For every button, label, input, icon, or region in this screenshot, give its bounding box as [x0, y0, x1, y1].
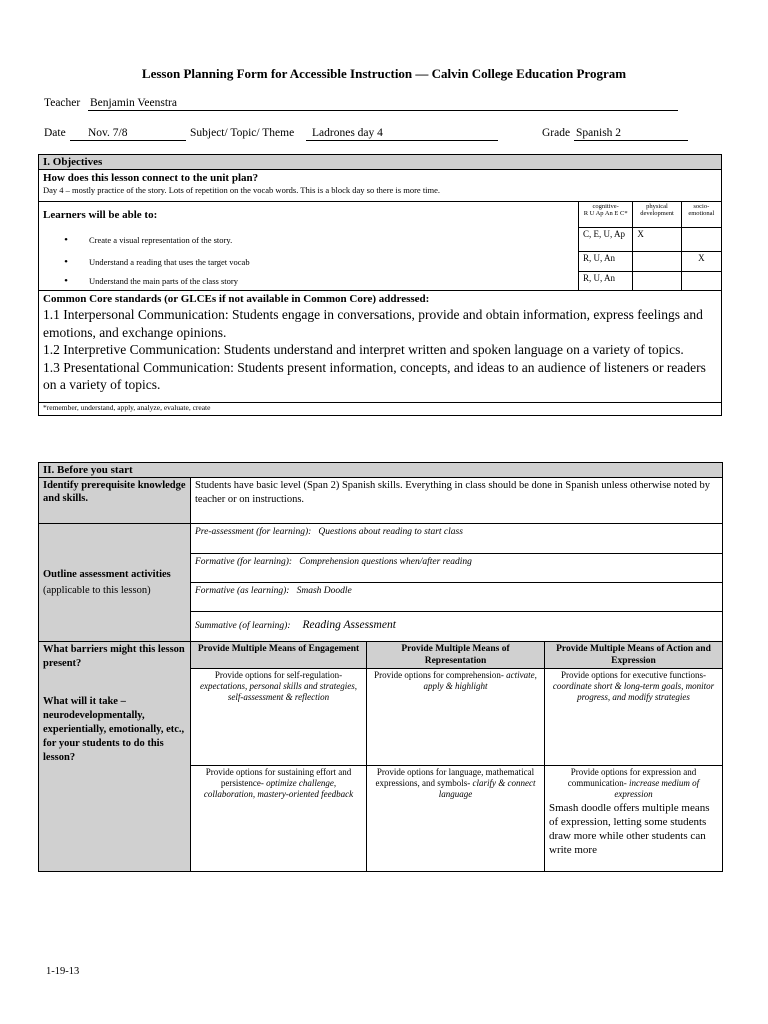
udl-option: Provide options for self-regulation-: [214, 670, 343, 680]
teacher-field[interactable]: Benjamin Veenstra: [90, 97, 177, 109]
udl-option-detail: optimize challenge, collaboration, mastery-oriented feedback: [203, 778, 354, 799]
objective-socio: [681, 228, 721, 252]
objectives-section-title: I. Objectives: [39, 155, 722, 170]
objective-cognitive: R, U, An: [578, 252, 632, 272]
udl-cell: [191, 669, 367, 766]
objective-row: [39, 252, 722, 272]
common-core-cell: [39, 291, 722, 403]
objectives-table: [38, 154, 722, 416]
udl-note[interactable]: Smash doodle offers multiple means of expression, letting some students draw more while other students can write more: [549, 802, 710, 856]
bullet-icon: •: [64, 274, 68, 287]
assessment-value[interactable]: Comprehension questions when/after reading: [299, 557, 472, 567]
pre-assessment-row: [191, 524, 723, 554]
assessment-type: Summative (of learning):: [195, 621, 291, 631]
objective-physical: X: [633, 228, 681, 252]
udl-option: Provide options for executive functions-: [561, 670, 706, 680]
udl-option-detail: clarify & connect language: [438, 778, 536, 799]
assessment-value[interactable]: Smash Doodle: [296, 586, 352, 596]
prereq-label: Identify prerequisite knowledge and skills.: [39, 478, 191, 524]
teacher-label: Teacher: [44, 97, 81, 109]
date-row: [44, 127, 704, 143]
unit-connection-cell: [39, 170, 722, 202]
col-physical-header: physical development: [633, 202, 681, 228]
formative-as-row: [191, 583, 723, 612]
subject-field[interactable]: Ladrones day 4: [312, 127, 383, 139]
objective-text: Create a visual representation of the story.: [89, 234, 233, 245]
udl-header-representation: Provide Multiple Means of Representation: [367, 642, 545, 669]
udl-cell: [545, 766, 723, 872]
assessment-sublabel: (applicable to this lesson): [43, 584, 151, 596]
assessment-type: Formative (as learning):: [195, 586, 290, 596]
udl-cell: [191, 766, 367, 872]
date-label: Date: [44, 127, 66, 139]
udl-header-engagement: Provide Multiple Means of Engagement: [191, 642, 367, 669]
unit-connection-question: How does this lesson connect to the unit plan?: [43, 172, 259, 184]
before-table: [38, 462, 723, 872]
assessment-value[interactable]: Questions about reading to start class: [318, 527, 463, 537]
teacher-row: [44, 97, 684, 113]
udl-cell: [545, 669, 723, 766]
objective-text: Understand the main parts of the class story: [89, 275, 238, 286]
common-core-label: Common Core standards (or GLCEs if not available in Common Core) addressed:: [43, 293, 430, 305]
prereq-text: Students have basic level (Span 2) Spanish skills. Everything in class should be done in Spanish unless otherwise noted by teacher or on instructions.: [191, 478, 723, 524]
col-cognitive-header: cognitive- R U Ap An E C*: [578, 202, 632, 228]
udl-cell: [367, 766, 545, 872]
udl-option-detail: expectations, personal skills and strategies, self-assessment & reflection: [200, 681, 357, 702]
udl-header-action: Provide Multiple Means of Action and Expression: [545, 642, 723, 669]
date-field[interactable]: Nov. 7/8: [88, 127, 128, 139]
barriers-cell: [39, 642, 191, 872]
udl-option: Provide options for language, mathematical expressions, and symbols-: [375, 767, 535, 788]
unit-connection-answer: Day 4 – mostly practice of the story. Lots of repetition on the vocab words. This is a block day so there is more time.: [43, 185, 441, 195]
objective-socio: X: [681, 252, 721, 272]
udl-option-detail: activate, apply & highlight: [423, 670, 537, 691]
common-core-item: 1.3 Presentational Communication: Students present information, concepts, and ideas to an audience of listeners or readers on a variety of topics.: [43, 359, 706, 392]
objective-row: [39, 228, 722, 252]
barriers-question: What barriers might this lesson present?: [43, 644, 185, 669]
udl-cell: [367, 669, 545, 766]
objective-socio: [681, 272, 721, 291]
udl-option: Provide options for expression and communication-: [567, 767, 697, 788]
udl-option-detail: increase medium of expression: [614, 778, 700, 799]
before-section-title: II. Before you start: [39, 463, 723, 478]
col-socio-header: socio- emotional: [681, 202, 721, 228]
assessment-type: Formative (for learning):: [195, 557, 293, 567]
footnote: *remember, understand, apply, analyze, evaluate, create: [39, 402, 722, 415]
footer-date: 1-19-13: [46, 966, 80, 977]
formative-for-row: [191, 554, 723, 583]
summative-row: [191, 612, 723, 642]
assessment-label-cell: [39, 524, 191, 642]
grade-label: Grade: [542, 127, 571, 139]
objective-physical: [633, 272, 681, 291]
objective-cognitive: C, E, U, Ap: [578, 228, 632, 252]
common-core-item: 1.1 Interpersonal Communication: Students engage in conversations, provide and obtain information, express feelings and emotions, and exchange opinions.: [43, 307, 703, 340]
assessment-label: Outline assessment activities: [43, 568, 171, 580]
udl-option: Provide options for comprehension-: [374, 670, 504, 680]
common-core-item: 1.2 Interpretive Communication: Students understand and interpret written and spoken language on a variety of topics.: [43, 342, 684, 357]
objective-text: Understand a reading that uses the target vocab: [89, 256, 250, 267]
learners-label: Learners will be able to:: [39, 202, 579, 228]
objective-row: [39, 272, 722, 291]
objective-cognitive: R, U, An: [578, 272, 632, 291]
grade-field[interactable]: Spanish 2: [576, 127, 622, 139]
page-title: Lesson Planning Form for Accessible Instruction — Calvin College Education Program: [141, 66, 627, 81]
requirements-question: What will it take – neurodevelopmentally, experientially, emotionally, etc., for your students to do this lesson?: [43, 696, 185, 763]
assessment-value[interactable]: Reading Assessment: [302, 619, 396, 631]
udl-option: Provide options for sustaining effort and persistence-: [205, 767, 352, 788]
bullet-icon: •: [64, 255, 68, 268]
assessment-type: Pre-assessment (for learning):: [195, 527, 312, 537]
objective-physical: [633, 252, 681, 272]
udl-option-detail: coordinate short & long-term goals, monitor progress, and modify strategies: [552, 681, 715, 702]
bullet-icon: •: [64, 233, 68, 246]
subject-label: Subject/ Topic/ Theme: [190, 127, 295, 139]
